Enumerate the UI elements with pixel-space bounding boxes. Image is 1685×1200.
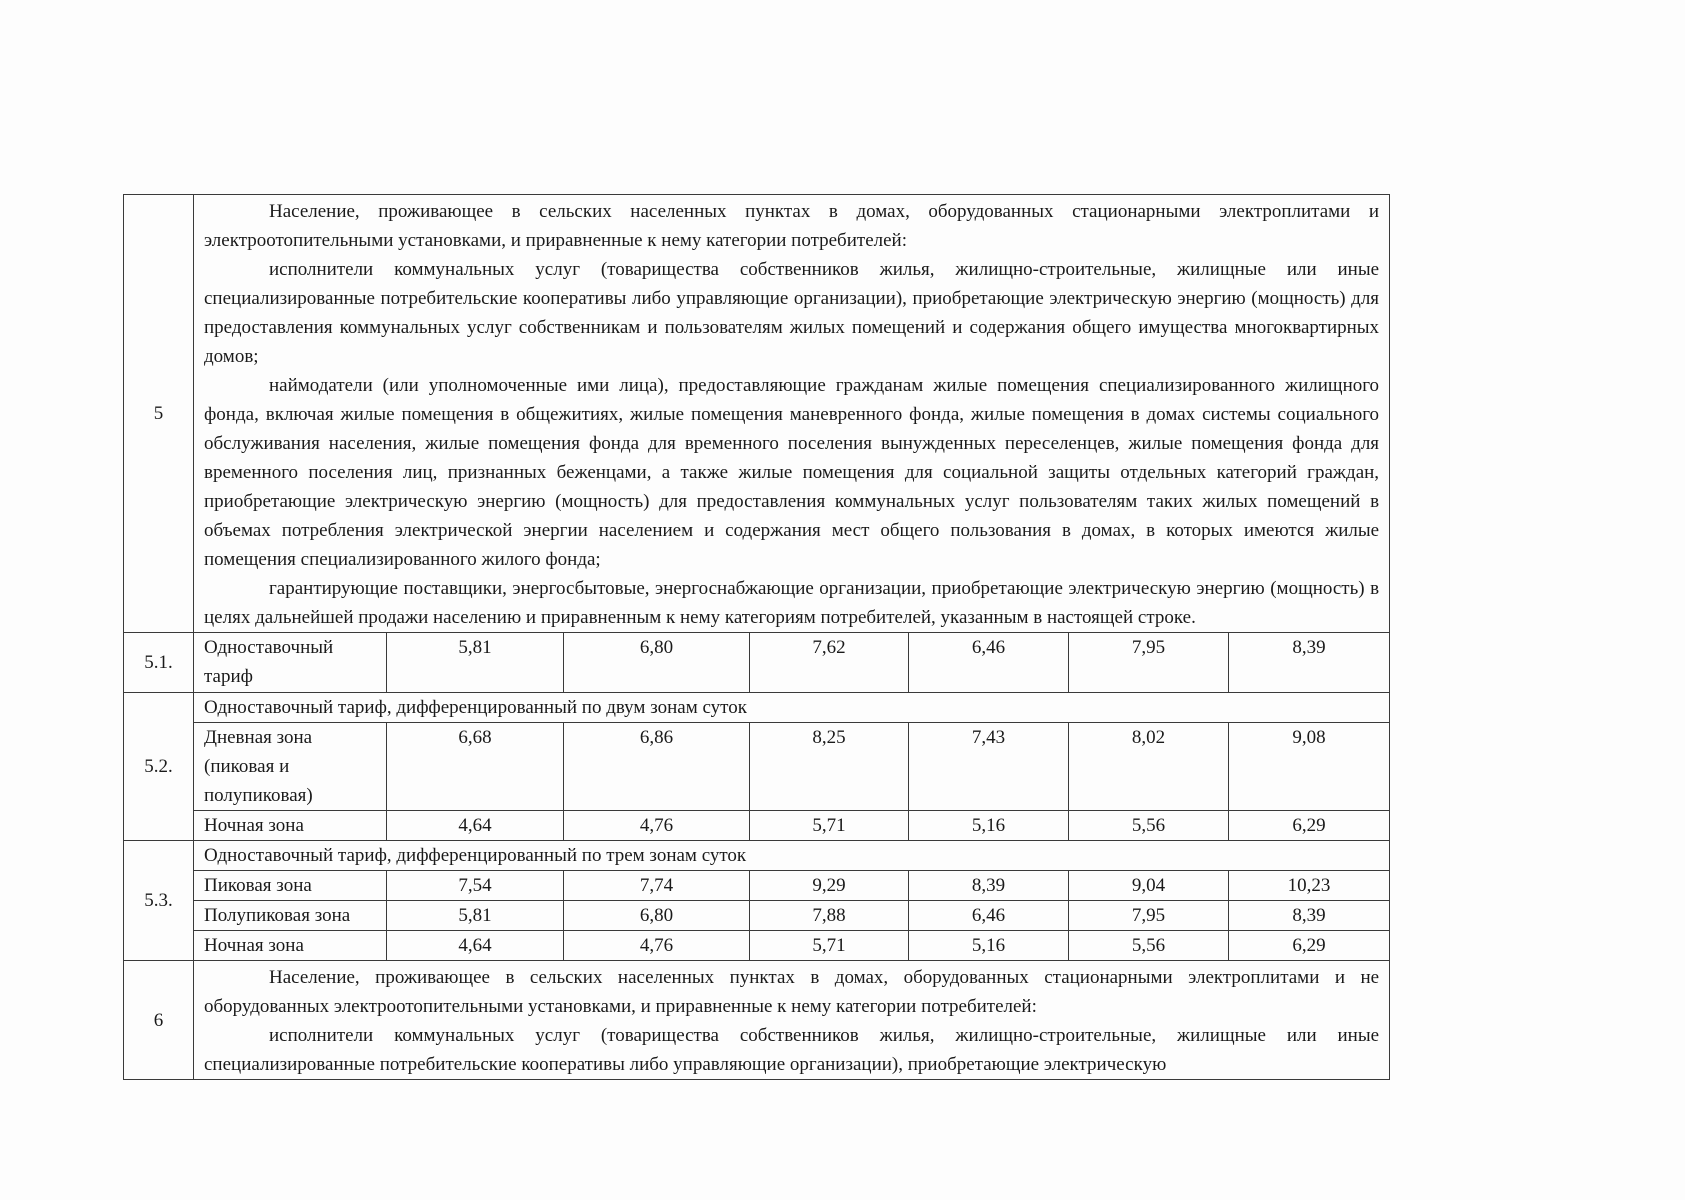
row-number: 5 <box>124 195 194 633</box>
description-paragraph: исполнители коммунальных услуг (товарищества собственников жилья, жилищно-строительные, жилищные или иные специализированные потребительские кооперативы либо управляющие организации), приобретающие электрическую <box>204 1025 1380 1075</box>
description-paragraph: Население, проживающее в сельских населенных пунктах в домах, оборудованных стационарными электроплитами и электроотопительными установками, и приравненные к нему категории потребителей: <box>204 201 1380 251</box>
tariff-value: 6,29 <box>1229 931 1390 961</box>
tariff-value: 5,81 <box>387 901 564 931</box>
row-5-3-zone <box>124 871 1390 901</box>
tariff-value: 5,71 <box>750 811 909 841</box>
row-5-2-header <box>124 693 1390 723</box>
tariff-value: 4,76 <box>564 811 750 841</box>
tariff-value: 8,39 <box>1229 901 1390 931</box>
row-5-3-zone <box>124 931 1390 961</box>
tariff-value: 4,64 <box>387 811 564 841</box>
tariff-value: 7,43 <box>909 723 1069 811</box>
row-number: 5.3. <box>124 841 194 961</box>
tariff-value: 6,46 <box>909 901 1069 931</box>
tariff-value: 6,80 <box>564 901 750 931</box>
row-number: 6 <box>124 961 194 1080</box>
row-5-3-header <box>124 841 1390 871</box>
tariff-value: 9,29 <box>750 871 909 901</box>
row-number: 5.2. <box>124 693 194 841</box>
tariff-table <box>123 194 1390 1080</box>
tariff-value: 5,56 <box>1069 931 1229 961</box>
row-5 <box>124 195 1390 633</box>
row-6 <box>124 961 1390 1080</box>
tariff-group-header: Одноставочный тариф, дифференцированный по трем зонам суток <box>194 841 1390 871</box>
tariff-value: 7,95 <box>1069 633 1229 693</box>
tariff-value: 6,80 <box>564 633 750 693</box>
zone-label: Пиковая зона <box>194 871 387 901</box>
row-5-1 <box>124 633 1390 693</box>
tariff-value: 5,81 <box>387 633 564 693</box>
tariff-value: 7,74 <box>564 871 750 901</box>
tariff-value: 6,29 <box>1229 811 1390 841</box>
description-paragraph: исполнители коммунальных услуг (товарищества собственников жилья, жилищно-строительные, жилищные или иные специализированные потребительские кооперативы либо управляющие организации), приобретающие электрическую энергию (мощность) для предоставления коммунальных услуг собственникам и пользователям жилых помещений и содержания общего имущества многоквартирных домов; <box>204 259 1380 367</box>
row-5-3-zone <box>124 901 1390 931</box>
tariff-value: 5,16 <box>909 811 1069 841</box>
tariff-value: 9,08 <box>1229 723 1390 811</box>
tariff-value: 7,88 <box>750 901 909 931</box>
zone-label: Дневная зона (пиковая и полупиковая) <box>194 723 387 811</box>
tariff-value: 4,64 <box>387 931 564 961</box>
tariff-value: 8,25 <box>750 723 909 811</box>
tariff-value: 5,56 <box>1069 811 1229 841</box>
tariff-value: 4,76 <box>564 931 750 961</box>
zone-label: Ночная зона <box>194 931 387 961</box>
description-paragraph: Население, проживающее в сельских населенных пунктах в домах, оборудованных стационарными электроплитами и не оборудованных электроотопительными установками, и приравненные к нему категории потребителей: <box>204 967 1380 1017</box>
tariff-group-header: Одноставочный тариф, дифференцированный по двум зонам суток <box>194 693 1390 723</box>
tariff-value: 7,54 <box>387 871 564 901</box>
tariff-value: 8,39 <box>909 871 1069 901</box>
description-paragraph: наймодатели (или уполномоченные ими лица), предоставляющие гражданам жилые помещения специализированного жилищного фонда, включая жилые помещения в общежитиях, жилые помещения маневренного фонда, жилые помещения в домах системы социального обслуживания населения, жилые помещения фонда для временного поселения вынужденных переселенцев, жилые помещения фонда для временного поселения лиц, признанных беженцами, а также жилые помещения для социальной защиты отдельных категорий граждан, приобретающие электрическую энергию (мощность) для предоставления коммунальных услуг пользователям таких жилых помещений в объемах потребления электрической энергии населением и содержания мест общего пользования в домах, в которых имеются жилые помещения специализированного жилого фонда; <box>204 375 1380 570</box>
tariff-value: 8,02 <box>1069 723 1229 811</box>
row-5-2-zone <box>124 811 1390 841</box>
tariff-value: 6,46 <box>909 633 1069 693</box>
tariff-value: 6,86 <box>564 723 750 811</box>
zone-label: Полупиковая зона <box>194 901 387 931</box>
category-description <box>194 195 1390 633</box>
description-paragraph: гарантирующие поставщики, энергосбытовые, энергоснабжающие организации, приобретающие электрическую энергию (мощность) в целях дальнейшей продажи населению и приравненным к нему категориям потребителей, указанным в настоящей строке. <box>204 578 1380 628</box>
tariff-value: 9,04 <box>1069 871 1229 901</box>
tariff-value: 5,71 <box>750 931 909 961</box>
tariff-label: Одноставочный тариф <box>194 633 387 693</box>
tariff-value: 7,62 <box>750 633 909 693</box>
zone-label: Ночная зона <box>194 811 387 841</box>
row-number: 5.1. <box>124 633 194 693</box>
tariff-value: 7,95 <box>1069 901 1229 931</box>
tariff-value: 5,16 <box>909 931 1069 961</box>
tariff-value: 10,23 <box>1229 871 1390 901</box>
category-description <box>194 961 1390 1080</box>
tariff-value: 6,68 <box>387 723 564 811</box>
tariff-value: 8,39 <box>1229 633 1390 693</box>
row-5-2-zone <box>124 723 1390 811</box>
